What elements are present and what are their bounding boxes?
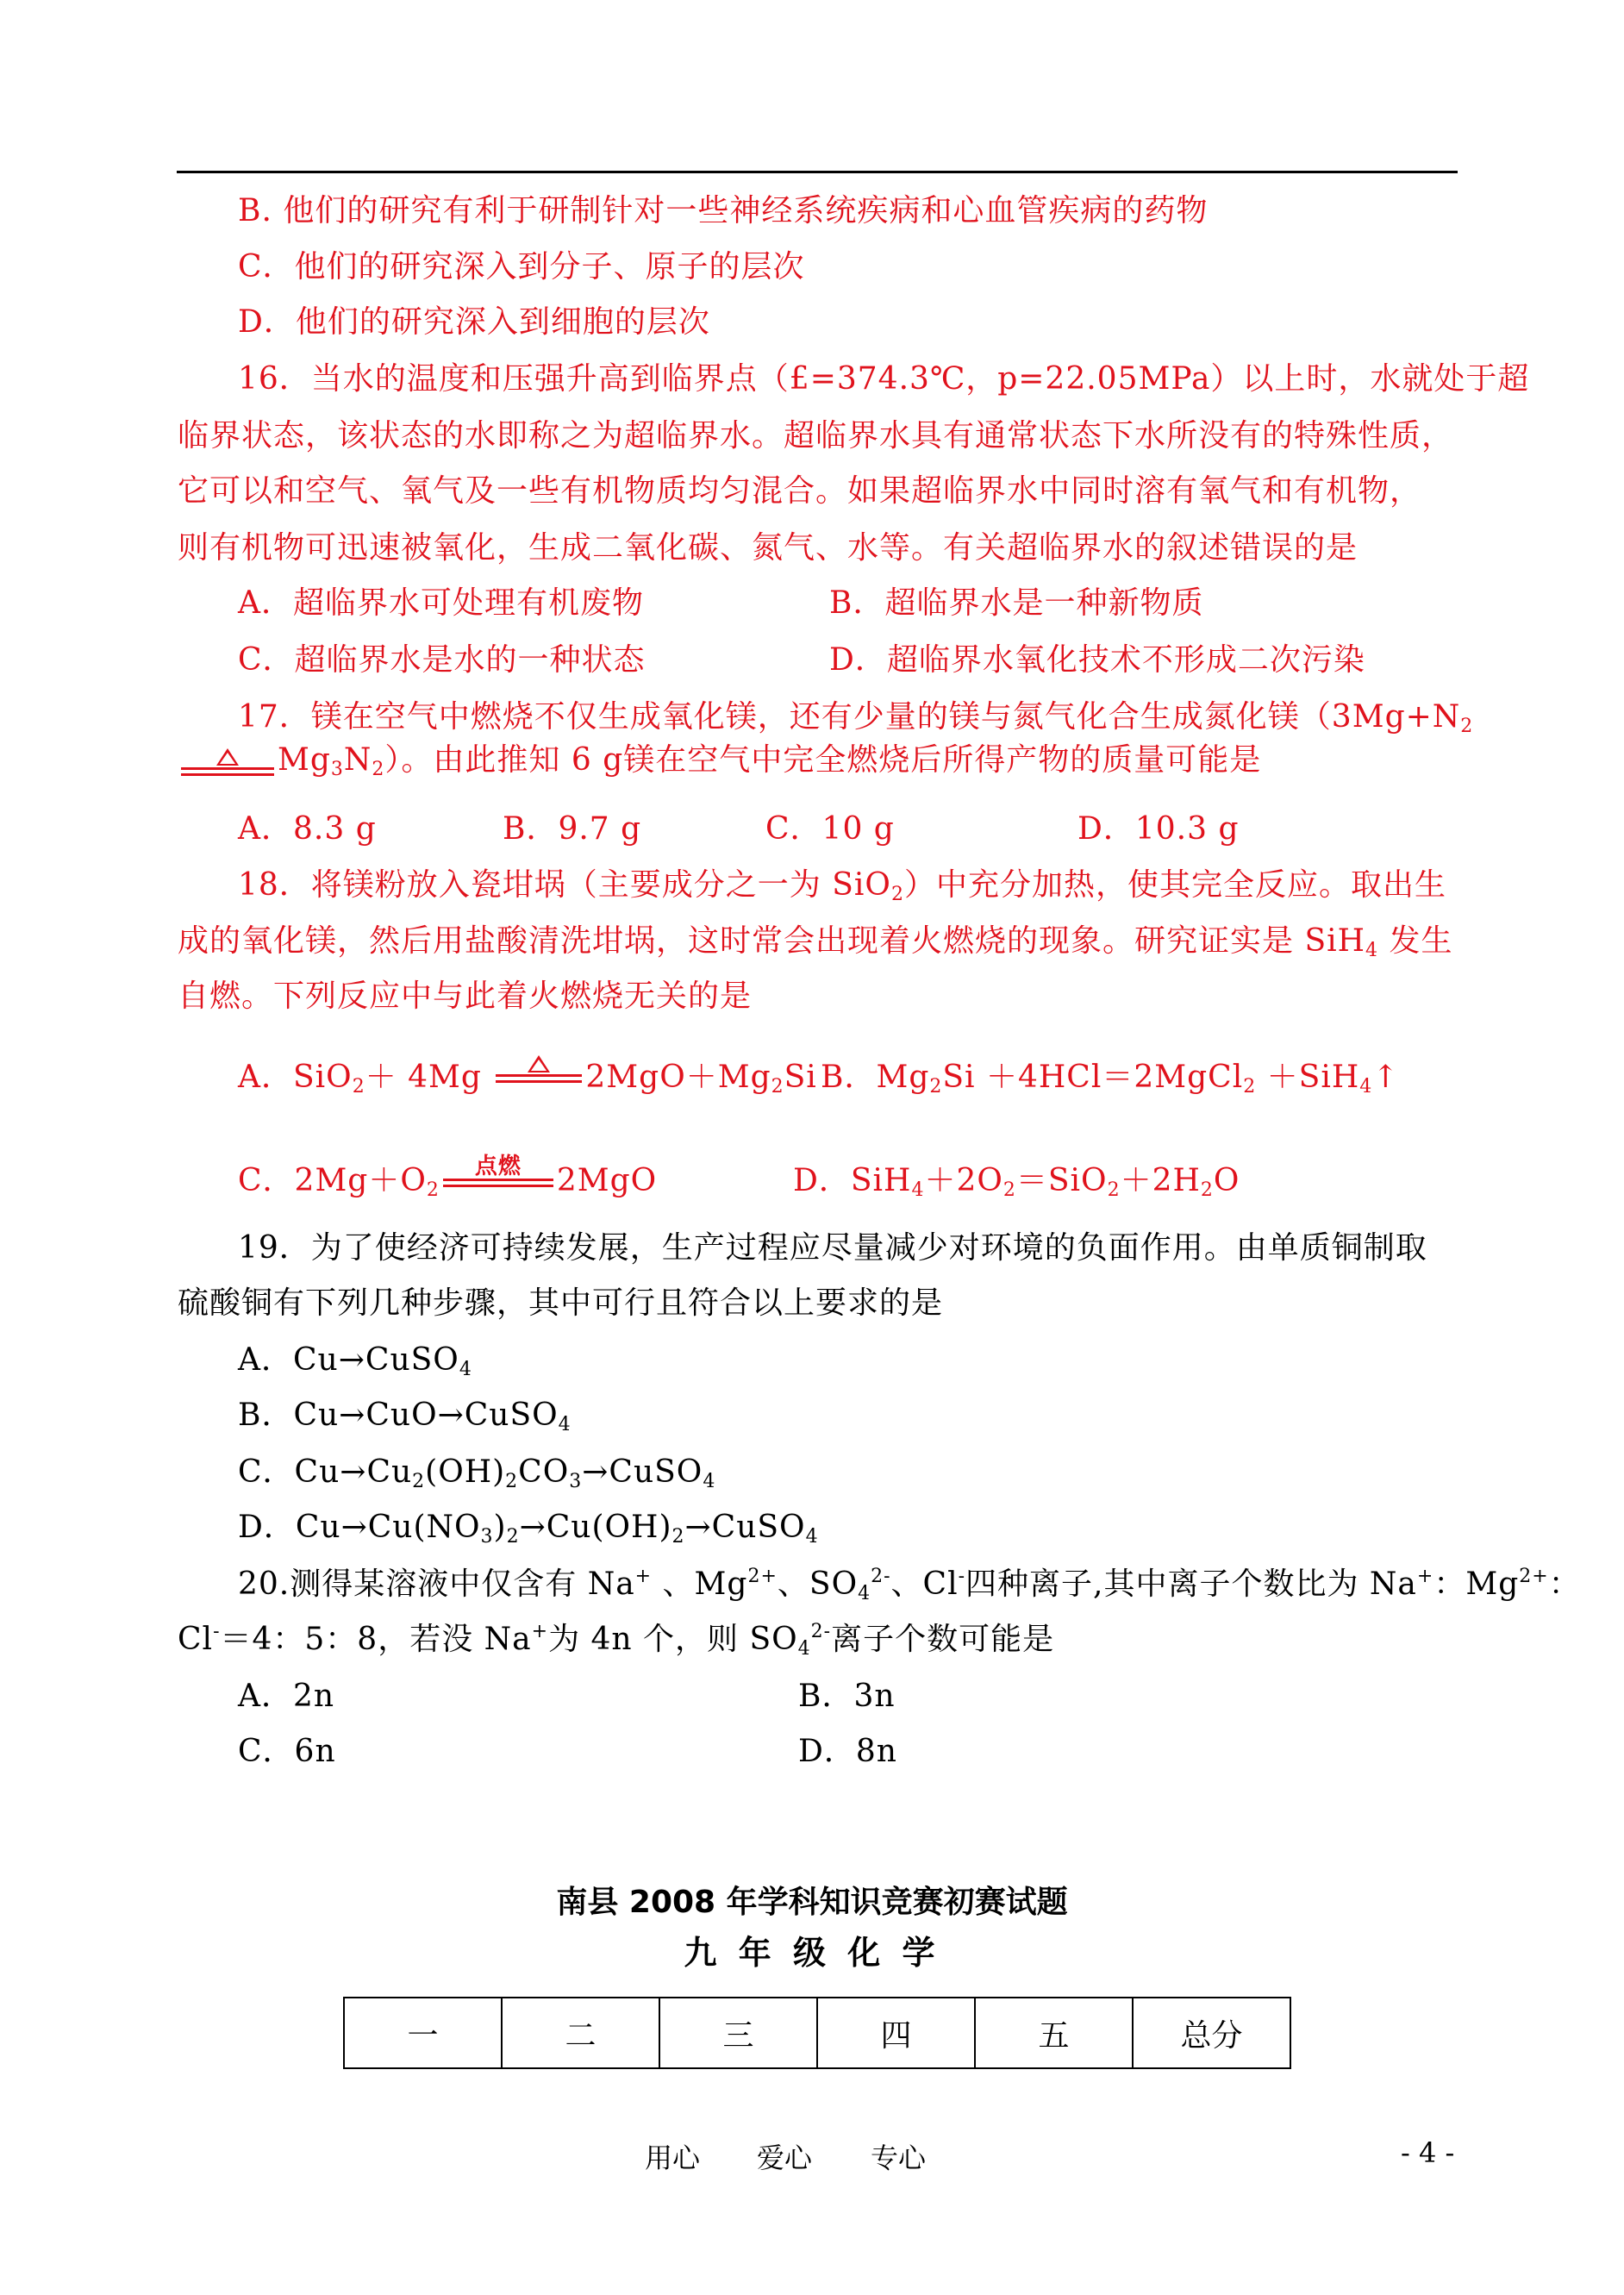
q20-sup: 2+ <box>1519 1566 1549 1587</box>
q18-d-text: O <box>1213 1163 1240 1198</box>
q18-option-c <box>238 1154 658 1201</box>
q18-a-text: Si <box>784 1060 817 1095</box>
q19-sub: 3 <box>480 1526 494 1548</box>
q20-sup: + <box>531 1621 549 1642</box>
footer-motto-1: 用心 <box>645 2142 701 2174</box>
q17-n: N <box>343 742 372 778</box>
q18-text: 18．将镁粉放入瓷坩埚（主要成分之一为 SiO <box>238 867 891 903</box>
q19-sub: 2 <box>505 1471 519 1492</box>
q20-text: 、SO <box>777 1566 859 1602</box>
q20-sup: 2- <box>871 1566 891 1587</box>
q19-sub: 4 <box>459 1359 472 1380</box>
q16-line-2: 临界状态，该状态的水即称之为超临界水。超临界水具有通常状态下水所没有的特殊性质， <box>178 418 1454 453</box>
q19-option-c <box>238 1454 715 1491</box>
q18-sub: 2 <box>1107 1179 1121 1201</box>
q17-option-b: B．9.7 g <box>503 811 642 847</box>
q15-option-d: D．他们的研究深入到细胞的层次 <box>238 304 710 340</box>
q18-option-d <box>793 1162 1240 1200</box>
q18-text: 发生 <box>1378 923 1453 959</box>
score-table-header-row <box>344 1998 1290 2068</box>
q20-sup: + <box>634 1566 653 1587</box>
q19-text: (OH) <box>425 1454 506 1490</box>
footer-motto-2: 爱心 <box>757 2142 813 2174</box>
q18-sub: 4 <box>1365 940 1379 961</box>
q18-line-3: 自燃。下列反应中与此着火燃烧无关的是 <box>178 979 753 1014</box>
q19-line-2: 硫酸铜有下列几种步骤，其中可行且符合以上要求的是 <box>178 1285 944 1321</box>
q19-text: →CuSO <box>582 1454 703 1490</box>
q16-line-4: 则有机物可迅速被氧化，生成二氧化碳、氮气、水等。有关超临界水的叙述错误的是 <box>178 530 1359 566</box>
q19-text: C．Cu→Cu <box>238 1454 413 1490</box>
q18-b-text: Si ＋4HCl＝2MgCl <box>942 1060 1244 1095</box>
q20-text: 、Cl <box>890 1566 959 1602</box>
q19-sub: 4 <box>805 1526 819 1548</box>
q20-text: 为 4n 个，则 SO <box>548 1622 798 1657</box>
q18-sub: 2 <box>1200 1179 1214 1201</box>
page-number: - 4 - <box>1401 2136 1455 2169</box>
q20-sub: 4 <box>797 1638 811 1660</box>
q19-sub: 3 <box>569 1471 583 1492</box>
score-col-1: 一 <box>344 1998 502 2068</box>
q18-text: 成的氧化镁，然后用盐酸清洗坩埚，这时常会出现着火燃烧的现象。研究证实是 SiH <box>178 923 1366 959</box>
q20-text: ： <box>1548 1566 1581 1602</box>
q17-option-c: C．10 g <box>765 811 895 847</box>
q18-c-text: C．2Mg＋O <box>238 1163 427 1198</box>
q16-option-b: B．超临界水是一种新物质 <box>829 585 1204 621</box>
q20-sup: 2- <box>810 1621 832 1642</box>
q17-mg: Mg <box>278 742 331 778</box>
q15-option-b: B. 他们的研究有利于研制针对一些神经系统疾病和心血管疾病的药物 <box>238 193 1209 228</box>
q18-sub: 2 <box>1243 1076 1257 1097</box>
equals-sign <box>496 1074 582 1083</box>
q19-option-d <box>238 1509 819 1547</box>
q17-sub: 2 <box>1460 716 1474 737</box>
q19-sub: 2 <box>412 1471 426 1492</box>
q19-option-a <box>238 1341 472 1379</box>
score-col-2: 二 <box>502 1998 659 2068</box>
footer-motto-3: 专心 <box>871 2142 927 2174</box>
q18-b-text: B．Mg <box>821 1060 930 1095</box>
q19-option-b <box>238 1397 572 1435</box>
q20-line-1 <box>238 1566 1581 1604</box>
q20-sub: 4 <box>858 1583 871 1604</box>
q16-line-1: 16．当水的温度和压强升高到临界点（£=374.3℃，p=22.05MPa）以上时，水就处于超 <box>238 361 1530 397</box>
q18-c-text: 2MgO <box>556 1163 658 1198</box>
q19-line-1: 19．为了使经济可持续发展，生产过程应尽量减少对环境的负面作用。由单质铜制取 <box>238 1230 1427 1266</box>
header-rule <box>177 171 1458 173</box>
ignite-label: 点燃 <box>474 1154 522 1179</box>
heat-condition-symbol <box>181 748 274 776</box>
equals-sign <box>443 1179 553 1187</box>
q19-sub: 2 <box>671 1526 685 1548</box>
q20-sup: - <box>958 1566 966 1587</box>
q19-sub: 4 <box>703 1471 716 1492</box>
q18-sub: 2 <box>929 1076 943 1097</box>
score-col-4: 四 <box>817 1998 975 2068</box>
q18-line-1 <box>238 866 1446 904</box>
q18-d-text: ＋2H <box>1120 1163 1201 1198</box>
q16-option-d: D．超临界水氧化技术不形成二次污染 <box>829 642 1365 678</box>
q20-text: 离子个数可能是 <box>831 1622 1055 1657</box>
q20-text: ：Mg <box>1433 1566 1520 1602</box>
q19-text: B．Cu→CuO→CuSO <box>238 1398 559 1433</box>
q18-line-2 <box>178 922 1452 960</box>
q20-sup: + <box>1416 1566 1434 1587</box>
q18-b-text: ＋SiH <box>1256 1060 1360 1095</box>
q16-line-3: 它可以和空气、氧气及一些有机物质均匀混合。如果超临界水中同时溶有氧气和有机物， <box>178 473 1422 509</box>
q18-sub: 4 <box>1359 1076 1373 1097</box>
q19-text: →CuSO <box>684 1510 806 1545</box>
q18-sub: 2 <box>352 1076 365 1097</box>
q17-sub: 2 <box>372 759 385 780</box>
q20-option-c: C．6n <box>238 1734 336 1769</box>
q15-option-c: C．他们的研究深入到分子、原子的层次 <box>238 249 805 285</box>
q20-sup: 2+ <box>747 1566 778 1587</box>
q18-option-b <box>821 1059 1399 1097</box>
q18-sub: 4 <box>911 1179 925 1201</box>
q17-option-a: A．8.3 g <box>238 811 377 847</box>
q18-sub: 2 <box>426 1179 440 1201</box>
q18-d-text: D．SiH <box>793 1163 912 1198</box>
heat-condition-symbol <box>496 1055 582 1083</box>
q18-a-text: A．SiO <box>238 1060 353 1095</box>
q19-text: CO <box>518 1454 570 1490</box>
q20-text: 20.测得某溶液中仅含有 Na <box>238 1566 635 1602</box>
heat-triangle-icon <box>528 1055 550 1072</box>
score-col-total: 总分 <box>1133 1998 1290 2068</box>
ignite-condition-symbol <box>443 1154 553 1187</box>
q18-d-text: ＋2O <box>924 1163 1003 1198</box>
exam-title: 南县 2008 年学科知识竞赛初赛试题 <box>556 1885 1068 1920</box>
q20-line-2 <box>178 1621 1054 1659</box>
q20-text: Cl <box>178 1622 214 1657</box>
q18-option-a <box>238 1059 817 1097</box>
q18-a-text: ＋ 4Mg <box>365 1060 493 1095</box>
q17-line-2 <box>178 741 1261 779</box>
q18-d-text: ＝SiO <box>1015 1163 1108 1198</box>
heat-triangle-icon <box>216 748 239 766</box>
score-col-5: 五 <box>975 1998 1133 2068</box>
q16-option-a: A．超临界水可处理有机废物 <box>238 585 644 621</box>
q20-text: 、Mg <box>652 1566 748 1602</box>
q19-text: A．Cu→CuSO <box>238 1342 459 1378</box>
q19-sub: 2 <box>506 1526 520 1548</box>
q18-a-text: 2MgO＋Mg <box>585 1060 771 1095</box>
q20-option-d: D．8n <box>798 1734 897 1769</box>
q18-b-text: ↑ <box>1372 1060 1400 1095</box>
q18-sub: 2 <box>1003 1179 1016 1201</box>
q17-text-1: 17．镁在空气中燃烧不仅生成氧化镁，还有少量的镁与氮气化合生成氮化镁（3Mg+N <box>238 699 1461 735</box>
q17-text-2: ）。由此推知 6 g镁在空气中完全燃烧后所得产物的质量可能是 <box>384 742 1262 778</box>
q20-option-b: B．3n <box>798 1679 896 1714</box>
score-col-3: 三 <box>659 1998 817 2068</box>
score-table <box>343 1997 1291 2069</box>
exam-subtitle: 九 年 级 化 学 <box>684 1934 940 1972</box>
q18-text: ）中充分加热，使其完全反应。取出生 <box>903 867 1446 903</box>
q19-text: ) <box>493 1510 507 1545</box>
q19-sub: 4 <box>558 1414 572 1435</box>
q16-option-c: C．超临界水是水的一种状态 <box>238 642 646 678</box>
q19-text: →Cu(OH) <box>519 1510 672 1545</box>
q17-option-d: D．10.3 g <box>1077 811 1240 847</box>
q18-sub: 2 <box>890 884 904 905</box>
q19-text: D．Cu→Cu(NO <box>238 1510 481 1545</box>
q20-sup: - <box>213 1621 221 1642</box>
q17-sub: 3 <box>330 759 344 780</box>
q20-text: ＝4：5：8，若没 Na <box>220 1622 532 1657</box>
q18-sub: 2 <box>771 1076 784 1097</box>
q17-line-1 <box>238 698 1473 736</box>
equals-sign <box>181 767 274 776</box>
q20-text: 四种离子,其中离子个数比为 Na <box>965 1566 1417 1602</box>
q20-option-a: A．2n <box>238 1679 335 1714</box>
